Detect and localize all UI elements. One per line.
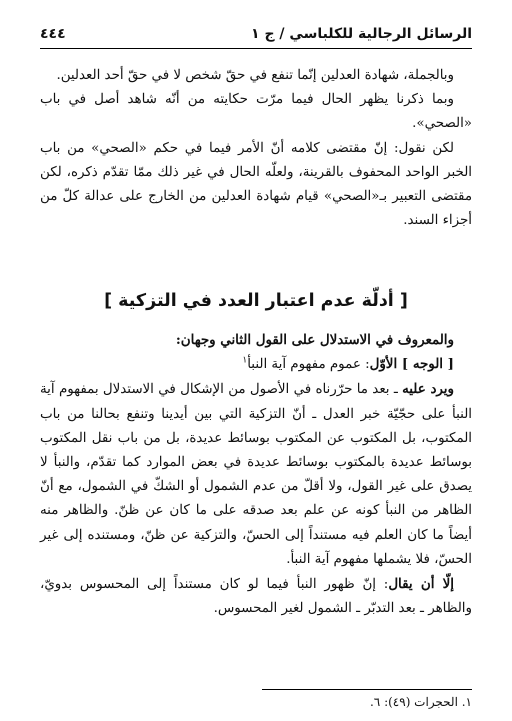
objection-lead: ويرد عليه: [402, 381, 454, 398]
section-heading: [ أدلّة عدم اعتبار العدد في التزكية ]: [104, 291, 408, 311]
footnote: ١. الحجرات (٤٩): ٦.: [369, 695, 472, 709]
first-aspect-text: : عموم مفهوم آية النبأ: [247, 357, 370, 373]
paragraph: وبالجملة، شهادة العدلين إنّما تنفع في حقّ شخص لا في حقّ أحد العدلين.: [56, 68, 454, 83]
footnote-rule: [262, 689, 472, 690]
objection-text: ـ بعد ما حرّرناه في الأصول من الإشكال في الاستدلال بمفهوم آية النبأ على حجّيّة خبر العدل ـ أنّ التزكية التي بين أيدينا وتنفع بحالنا من باب المكتوب، بل المكتوب عن المكتوب بوسائط عديدة، بل من باب نقل المكتوب بوسائط عديدة بالمكتوب بوسائط عديدة في بعض الموارد كما تقدّم، والنبأ لا يصدق على غير القول، ولا أقلّ من عدم الشمول أو الشكّ في الشمول، مع أنّ الظاهر من النبأ كونه عن علم بعد صدقه على ما كان عن ظنّ. والظاهر منه أيضاً ما كان العلم فيه مستنداً إلى الحسّ، والتزكية عن ظنّ، ومستنده إلى غير الحسّ، فلا يشملها مفهوم آية النبأ.: [40, 382, 472, 567]
exception-text: : إنّ ظهور النبأ فيما لو كان مستنداً إلى المحسوس بدويّ، والظاهر ـ بعد التدبّر ـ الشمول لغير المحسوس.: [40, 577, 472, 617]
exception-lead: إلّا أن يقال: [388, 576, 455, 593]
body-text-top: [40, 64, 472, 233]
header-rule: [40, 48, 472, 49]
paragraph-exception: [40, 572, 472, 621]
footnote-marker: ١: [242, 355, 248, 366]
body-text-bottom: [40, 328, 472, 621]
paragraph: لكن نقول: إنّ مقتضى كلامه أنّ الأمر فيما في حكم «الصحي» من باب الخبر الواحد المحفوف بالقرينة، ولعلّه الحال في غير ذلك ممّا تقدّم ذكره، لكن مقتضى التعبير بـ«الصحي» قيام شهادة العدلين من الخارج على عدالة كلّ من أجزاء السند.: [40, 140, 472, 229]
paragraph-objection: [40, 377, 472, 572]
running-title: الرسائل الرجالية للكلباسي / ج ١: [251, 26, 472, 42]
paragraph: وبما ذكرنا يظهر الحال فيما مرّت حكايته من أنّه شاهد أصل في باب «الصحي».: [40, 92, 472, 132]
first-aspect-label: [ الوجه ] الأوّل: [369, 356, 454, 373]
page-header: [40, 16, 472, 42]
first-aspect: [40, 352, 472, 377]
page-number: ٤٤٤: [40, 26, 66, 42]
intro-line: والمعروف في الاستدلال على القول الثاني وجهان:: [175, 332, 454, 348]
